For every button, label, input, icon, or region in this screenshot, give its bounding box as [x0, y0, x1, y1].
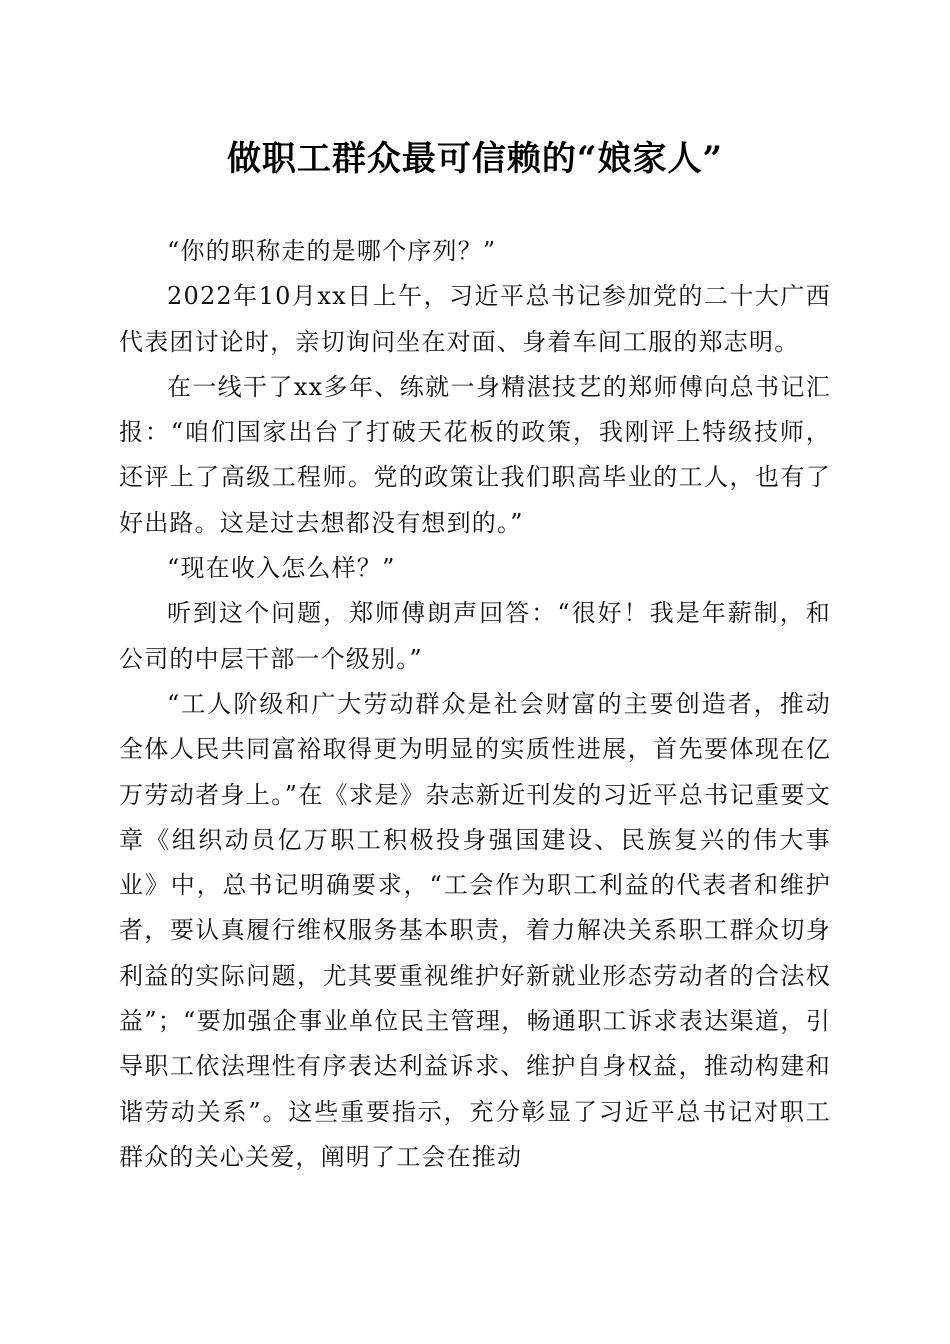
paragraph-article: “工人阶级和广大劳动群众是社会财富的主要创造者，推动全体人民共同富裕取得更为明显的实质性进展，首先要体现在亿万劳动者身上。”在《求是》杂志新近刊发的习近平总书记重要文章《组织动员亿万职工积极投身强国建设、民族复兴的伟大事业》中，总书记明确要求，“工会作为职工利益的代表者和维护者，要认真履行维权服务基本职责，着力解决关系职工群众切身利益的实际问题，尤其要重视维护好新就业形态劳动者的合法权益”；“要加强企事业单位民主管理，畅通职工诉求表达渠道，引导职工依法理性有序表达利益诉求、维护自身权益，推动构建和谐劳动关系”。这些重要指示，充分彰显了习近平总书记对职工群众的关心关爱，阐明了工会在推动	[119, 689, 831, 1171]
paragraph-question-title: “你的职称走的是哪个序列？”	[167, 237, 497, 265]
document-body	[119, 229, 831, 1180]
document-title: 做职工群众最可信赖的“娘家人”	[226, 139, 724, 179]
paragraph-answer: 听到这个问题，郑师傅朗声回答：“很好！我是年薪制，和公司的中层干部一个级别。”	[119, 599, 831, 673]
paragraph-question-income: “现在收入怎么样？”	[167, 554, 396, 583]
paragraph-report: 在一线干了xx多年、练就一身精湛技艺的郑师傅向总书记汇报：“咱们国家出台了打破天花板的政策，我刚评上特级技师，还评上了高级工程师。党的政策让我们职高毕业的工人，也有了好出路。这是过去想都没有想到的。”	[119, 372, 831, 537]
paragraph-meeting: 2022年10月xx日上午，习近平总书记参加党的二十大广西代表团讨论时，亲切询问坐在对面、身着车间工服的郑志明。	[119, 282, 831, 356]
